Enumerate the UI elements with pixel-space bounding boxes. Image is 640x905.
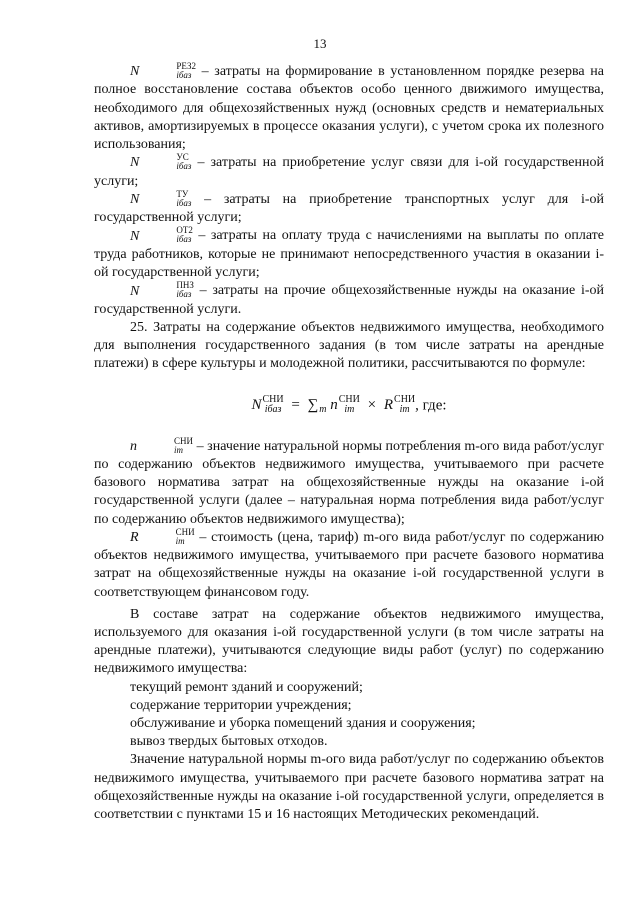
formula-r: R СНИ im	[383, 393, 416, 415]
page-number: 13	[313, 36, 327, 51]
document-body	[94, 63, 604, 824]
list-item: текущий ремонт зданий и сооружений;	[130, 679, 363, 695]
symbol-n-rez2: N РЕЗ2 iбаз	[130, 61, 196, 80]
definition-ot2: N ОТ2 iбаз – затраты на оплату труда с начислениями на выплаты по оплате труда работников, которые не принимают непосредственного участия в оказании i-ой государственной услуги;	[94, 225, 604, 281]
formula-lhs: N СНИ iбаз	[251, 393, 284, 415]
definition-rez2: N РЕЗ2 iбаз – затраты на формирование в установленном порядке резерва на полное восстановление состава объектов особо ценного движимого имущества, необходимого для общехозяйственных нужд (основных средств и нематериальных активов, амортизируемых в процессе оказания услуги), с учетом срока их полезного использования;	[94, 61, 604, 153]
formula-n: n СНИ im	[330, 393, 360, 415]
formula-suffix: , где:	[415, 396, 447, 413]
symbol-n-sni: n СНИ im	[130, 435, 194, 455]
paragraph-composition: В составе затрат на содержание объектов недвижимого имущества, используемого для оказания i-ой государственной услуги (в том числе затраты на арендные платежи), учитываются следующие виды работ (услуг) по содержанию недвижимого имущества:	[94, 606, 604, 677]
formula-sum: ∑ m	[307, 396, 327, 415]
symbol-n-ot2: N ОТ2 iбаз	[130, 225, 193, 245]
symbol-n-us: N УС iбаз	[130, 152, 192, 172]
definition-n-sni: n СНИ im – значение натуральной нормы потребления m-ого вида работ/услуг по содержанию объектов недвижимого имущества, учитываемого при расчете базового норматива затрат на общехозяйственные нужды на оказание i-ой государственной услуги (далее – натуральная норма потребления вида работ/услуг по содержанию объектов недвижимого имущества);	[94, 435, 604, 527]
symbol-n-tu: N ТУ iбаз	[130, 188, 192, 208]
list-item: вывоз твердых бытовых отходов.	[130, 734, 328, 750]
paragraph-25: 25. Затраты на содержание объектов недвижимого имущества, необходимого для выполнения государственного задания (в том числе затраты на арендные платежи) в сфере культуры и молодежной политики, рассчитываются по формуле:	[94, 319, 604, 372]
formula-times: ×	[367, 396, 377, 413]
definition-pnz: N ПНЗ iбаз – затраты на прочие общехозяйственные нужды на оказание i-ой государственной услуги.	[94, 280, 604, 317]
formula-equals: =	[291, 396, 300, 413]
paragraph-final: Значение натуральной нормы m-ого вида работ/услуг по содержанию объектов недвижимого имущества, учитываемого при расчете базового норматива затрат на общехозяйственные нужды на оказание i-ой государственной услуги, определяется в соответствии с пунктами 15 и 16 настоящих Методических рекомендаций.	[94, 752, 604, 823]
definition-r-sni: R СНИ im – стоимость (цена, тариф) m-ого вида работ/услуг по содержанию объектов недвижимого имущества, учитываемого при расчете базового норматива затрат на общехозяйственные нужды на оказание i-ой государственной услуги в соответствующем финансовом году.	[94, 526, 604, 600]
symbol-r-sni: R СНИ im	[130, 526, 195, 546]
definition-us: N УС iбаз – затраты на приобретение услуг связи для i-ой государственной услуги;	[94, 152, 604, 189]
list-item: содержание территории учреждения;	[130, 697, 352, 713]
formula-sni	[94, 393, 604, 416]
symbol-n-pnz: N ПНЗ iбаз	[130, 280, 194, 300]
definition-tu: N ТУ iбаз – затраты на приобретение транспортных услуг для i-ой государственной услуги;	[94, 188, 604, 226]
list-item: обслуживание и уборка помещений здания и сооружения;	[130, 716, 476, 732]
